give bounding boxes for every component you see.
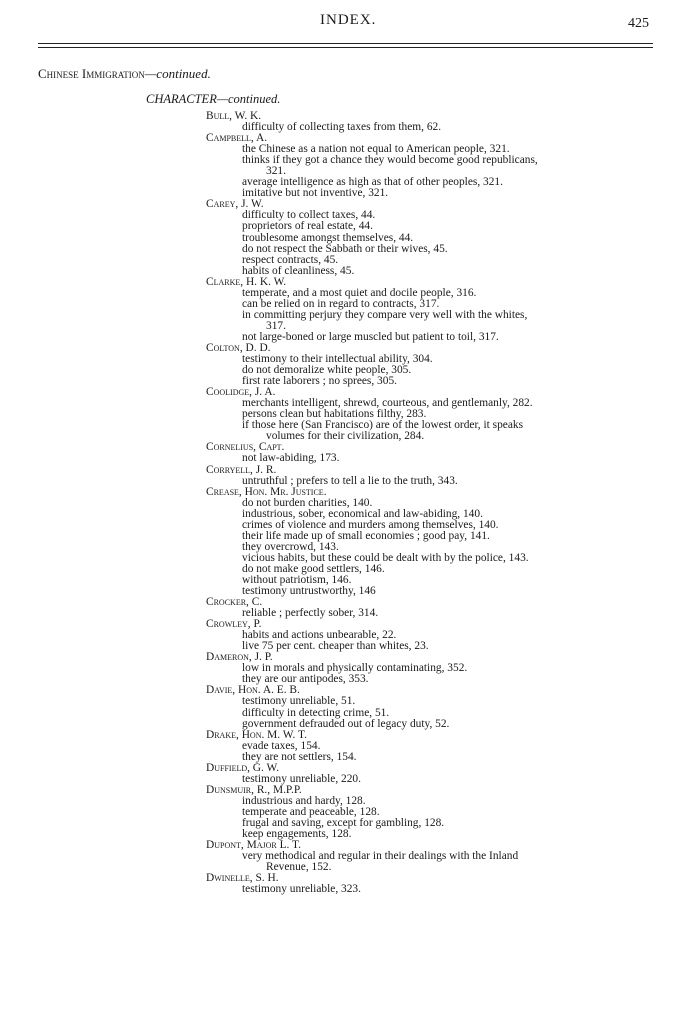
index-entry-item: the Chinese as a nation not equal to American people, 321.: [242, 143, 510, 156]
index-entry-item: crimes of violence and murders among themselves, 140.: [242, 518, 499, 531]
index-entry-name: Crocker, C.: [206, 596, 263, 609]
index-entry-item: if those here (San Francisco) are of the lowest order, it speaks: [242, 419, 524, 432]
index-entry-item: industrious, sober, economical and law-abiding, 140.: [242, 507, 483, 520]
index-entry-item: first rate laborers ; no sprees, 305.: [242, 375, 397, 388]
index-entry-name: Dameron, J. P.: [206, 651, 273, 664]
index-entry-item-continuation: 317.: [266, 319, 286, 332]
running-head: INDEX.: [320, 12, 377, 28]
index-entry-item: testimony to their intellectual ability, 304.: [242, 353, 433, 366]
index-entry-item: persons clean but habitations filthy, 283.: [242, 408, 427, 421]
index-entry-item: untruthful ; prefers to tell a lie to the truth, 343.: [242, 474, 458, 487]
index-entry-item: evade taxes, 154.: [242, 739, 321, 752]
index-entry-item: do not respect the Sabbath or their wives, 45.: [242, 242, 448, 255]
index-entry-item: do not burden charities, 140.: [242, 496, 373, 509]
index-entry-name: Dwinelle, S. H.: [206, 872, 279, 885]
index-entry-item-continuation: Revenue, 152.: [266, 861, 332, 874]
index-entry-item: respect contracts, 45.: [242, 253, 339, 266]
index-entry-item: proprietors of real estate, 44.: [242, 220, 373, 233]
index-entry-item: vicious habits, but these could be dealt with by the police, 143.: [242, 551, 529, 564]
page-number: 425: [628, 16, 649, 31]
index-entry-name: Davie, Hon. A. E. B.: [206, 684, 300, 697]
index-entry-item: low in morals and physically contaminating, 352.: [242, 662, 468, 675]
index-entry-item-continuation: 321.: [266, 165, 286, 178]
section-name: Chinese Immigration: [38, 66, 145, 81]
index-entry-item: testimony unreliable, 220.: [242, 772, 361, 785]
index-entry-item: they are not settlers, 154.: [242, 750, 357, 763]
index-entry-item: keep engagements, 128.: [242, 828, 352, 841]
index-entry-item: testimony untrustworthy, 146: [242, 585, 376, 598]
index-entry-item: habits of cleanliness, 45.: [242, 264, 355, 277]
index-entry-item: live 75 per cent. cheaper than whites, 23.: [242, 640, 429, 653]
subsection-suffix: —continued.: [216, 92, 281, 106]
index-entry-item: average intelligence as high as that of other peoples, 321.: [242, 176, 503, 189]
index-entry-name: Duffield, G. W.: [206, 761, 280, 774]
index-entry-item: not large-boned or large muscled but patient to toil, 317.: [242, 330, 499, 343]
index-entry-name: Clarke, H. K. W.: [206, 275, 287, 288]
index-entry-name: Campbell, A.: [206, 132, 268, 145]
index-entry-item: temperate and peaceable, 128.: [242, 805, 380, 818]
index-entry-item: they overcrowd, 143.: [242, 540, 339, 553]
index-entry-name: Crease, Hon. Mr. Justice.: [206, 485, 327, 498]
index-entries: [206, 111, 652, 895]
index-entry-item: can be relied on in regard to contracts, 317.: [242, 297, 440, 310]
index-entry-item: very methodical and regular in their dealings with the Inland: [242, 850, 519, 863]
section-suffix: —continued.: [144, 66, 211, 81]
index-entry-item: temperate, and a most quiet and docile people, 316.: [242, 286, 477, 299]
index-entry-item: testimony unreliable, 323.: [242, 883, 361, 896]
index-entry-item: merchants intelligent, shrewd, courteous, and gentlemanly, 282.: [242, 397, 533, 410]
index-entry-item: industrious and hardy, 128.: [242, 794, 366, 807]
index-entry-item: without patriotism, 146.: [242, 573, 352, 586]
index-entry-item: in committing perjury they compare very well with the whites,: [242, 308, 528, 321]
index-entry-item: frugal and saving, except for gambling, 128.: [242, 817, 445, 829]
index-entry-item: thinks if they got a chance they would become good republicans,: [242, 154, 538, 167]
section-title: [38, 66, 211, 82]
index-entry-name: Cornelius, Capt.: [206, 441, 285, 454]
index-entry-item: their life made up of small economies ; good pay, 141.: [242, 529, 490, 542]
index-entry-item: habits and actions unbearable, 22.: [242, 629, 397, 642]
index-entry-item: not law-abiding, 173.: [242, 452, 340, 465]
index-entry-name: Coolidge, J. A.: [206, 386, 276, 399]
index-entry-item: they are our antipodes, 353.: [242, 673, 369, 686]
header-rule-top: [38, 43, 653, 44]
header-rule-bottom: [38, 47, 653, 48]
index-entry-name: Corryell, J. R.: [206, 463, 277, 476]
index-entry-name: Carey, J. W.: [206, 198, 264, 211]
index-entry-item: difficulty in detecting crime, 51.: [242, 706, 390, 719]
index-entry-name: Drake, Hon. M. W. T.: [206, 728, 307, 741]
index-entry-item: imitative but not inventive, 321.: [242, 187, 389, 200]
index-entry-name: Crowley, P.: [206, 618, 262, 631]
index-entry-item: reliable ; perfectly sober, 314.: [242, 607, 379, 620]
index-entry-name: Bull, W. K.: [206, 110, 262, 122]
index-entry-name: Colton, D. D.: [206, 341, 271, 354]
index-entry-item: do not demoralize white people, 305.: [242, 364, 412, 377]
index-entry-item: do not make good settlers, 146.: [242, 562, 385, 575]
subsection-title: [146, 92, 280, 107]
index-entry-name: Dunsmuir, R., M.P.P.: [206, 783, 302, 796]
index-entry-item: troublesome amongst themselves, 44.: [242, 231, 414, 244]
index-entry-item: government defrauded out of legacy duty, 52.: [242, 717, 450, 730]
index-entry-item: testimony unreliable, 51.: [242, 695, 356, 708]
index-entry-item-continuation: volumes for their civilization, 284.: [266, 430, 425, 443]
index-entry-item: difficulty to collect taxes, 44.: [242, 209, 376, 222]
subsection-name: CHARACTER: [146, 92, 217, 106]
index-entry-name: Dupont, Major L. T.: [206, 839, 301, 852]
index-entry-item: difficulty of collecting taxes from them, 62.: [242, 121, 442, 134]
